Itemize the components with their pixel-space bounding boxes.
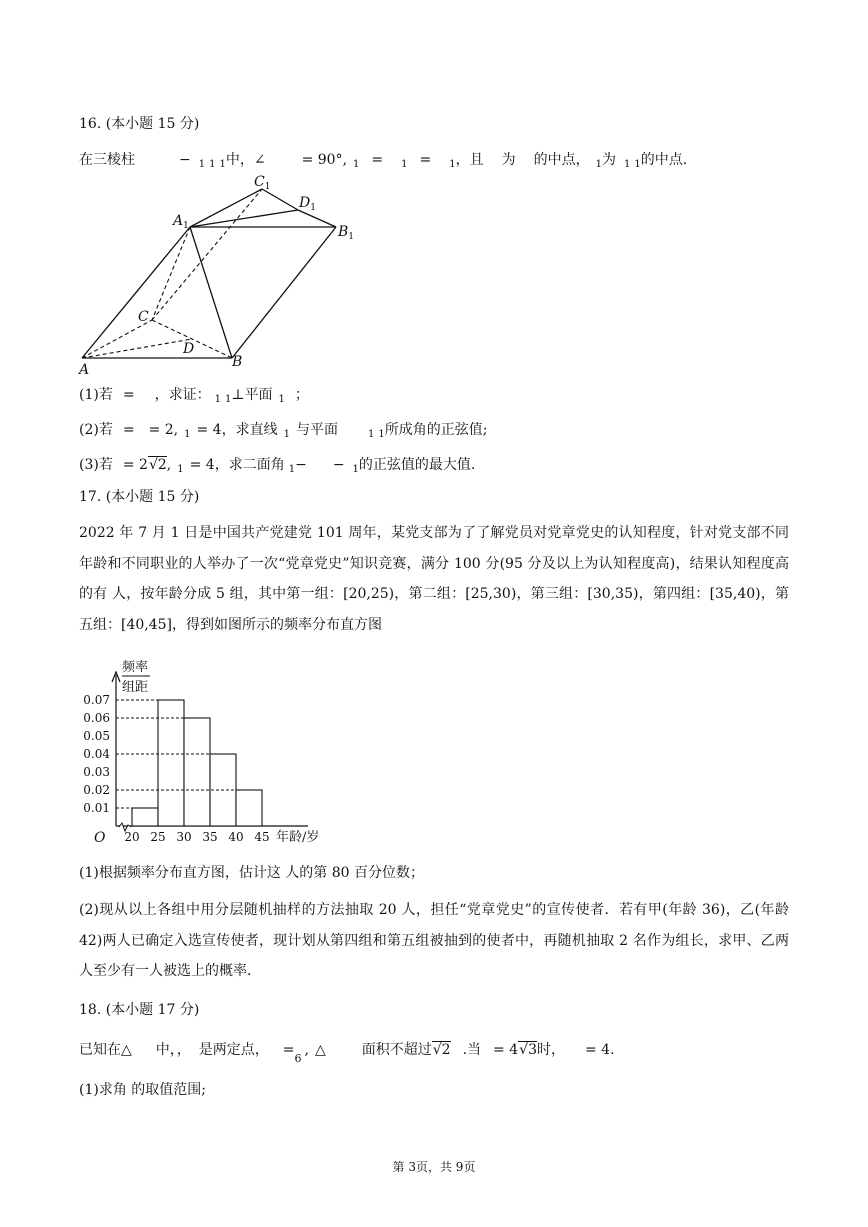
edge-D1-B1 <box>298 210 336 227</box>
q18-part1: (1)求角 的取值范围; <box>79 1082 206 1098</box>
bar-40-45 <box>236 790 262 826</box>
x-tick-label: 25 <box>150 830 166 844</box>
edge-A-D <box>82 339 195 358</box>
y-label-top: 频率 <box>122 660 149 675</box>
x-tick-label: 40 <box>228 830 244 844</box>
bar-25-30 <box>158 700 184 826</box>
x-tick-label: 30 <box>176 830 192 844</box>
q16-part2: (2)若 = = 2, $_1$ = 4，求直线 $_1$ 与平面 $_1$ $_1$所成角的正弦值; <box>79 422 488 440</box>
x-tick-label: 20 <box>124 830 140 844</box>
x-tick-label: 35 <box>202 830 218 844</box>
x-axis-label: 年龄/岁 <box>276 830 320 845</box>
label-D1: $D_1$ <box>299 195 316 213</box>
q16-stem: 在三棱柱 − $_1$ $_1$ $_1$中，∠ = 90°, $_1$ = $_1$ = $_1$，且 为 的中点， $_1$为 $_1$ $_1$的中点. <box>79 152 688 170</box>
label-C1: $C_1$ <box>254 174 271 192</box>
label-D: D <box>183 341 195 357</box>
y-tick-label: 0.03 <box>83 765 110 779</box>
q17-header: 17. (本小题 15 分) <box>79 489 200 505</box>
edge-C1-D1 <box>262 189 298 210</box>
edge-A1-B <box>190 227 232 358</box>
q17-part1: (1)根据频率分布直方图，估计这 人的第 80 百分位数； <box>79 865 424 881</box>
label-A: A <box>79 362 90 378</box>
q17-part2: (2)现从以上各组中用分层随机抽样的方法抽取 20 人，担任“党章党史”的宣传使者．若有甲(年龄 36)，乙(年龄 42)两人已确定入选宣传使者，现计划从第四组和第五组被抽到的使者中，再随机抽取 2 名作为组长，求甲、乙两人至少有一人被选上的概率. <box>79 902 789 979</box>
label-C: C <box>138 309 149 325</box>
frequency-histogram <box>70 655 340 855</box>
y-tick-label: 0.02 <box>83 783 110 797</box>
edge-C-C1 <box>152 189 262 320</box>
q16-header: 16. (本小题 15 分) <box>79 116 200 132</box>
prism-figure <box>70 170 370 380</box>
edge-A-A1 <box>82 227 190 358</box>
y-label-bottom: 组距 <box>122 680 149 695</box>
label-A1: $A_1$ <box>173 213 189 231</box>
q16-part1: (1)若 = ，求证： $_1$ $_1$⊥平面 $_1$ ； <box>79 387 309 405</box>
label-B1: $B_1$ <box>338 224 355 242</box>
origin-label: O <box>94 830 106 846</box>
q16-part3: (3)若 = 2√2, $_1$ = 4，求二面角 $_1$− − $_1$的正弦值的最大值. <box>79 457 476 475</box>
q17-paragraph: 2022 年 7 月 1 日是中国共产党建党 101 周年，某党支部为了了解党员对党章党史的认知程度，针对党支部不同年龄和不同职业的人举办了一次“党章党史”知识竞赛，满分 100 分(95 分及以上为认知程度高)，结果认知程度高的有 人，按年龄分成 5 组，其中第一组：[20,25)，第二组：[25,30)，第三组：[30,35)，第四组：[35,40)，第五组：[40,45]，得到如图所示的频率分布直方图 <box>79 525 789 633</box>
y-tick-label: 0.07 <box>83 693 110 707</box>
x-tick-label: 45 <box>254 830 270 844</box>
y-tick-label: 0.06 <box>83 711 110 725</box>
bar-30-35 <box>184 718 210 826</box>
page-footer: 第 3页，共 9页 <box>392 1160 476 1174</box>
label-B: B <box>232 354 243 370</box>
y-tick-label: 0.04 <box>83 747 110 761</box>
edge-A1-C <box>152 227 190 320</box>
y-tick-label: 0.05 <box>83 729 110 743</box>
q18-header: 18. (本小题 17 分) <box>79 1002 200 1018</box>
bar-20-25 <box>132 808 158 826</box>
y-tick-label: 0.01 <box>83 801 110 815</box>
edge-B-B1 <box>232 227 336 358</box>
q18-stem: 已知在△ 中，， 是两定点， =6, △ 面积不超过√2 .当 = 4√3时， = 4. <box>79 1042 615 1065</box>
